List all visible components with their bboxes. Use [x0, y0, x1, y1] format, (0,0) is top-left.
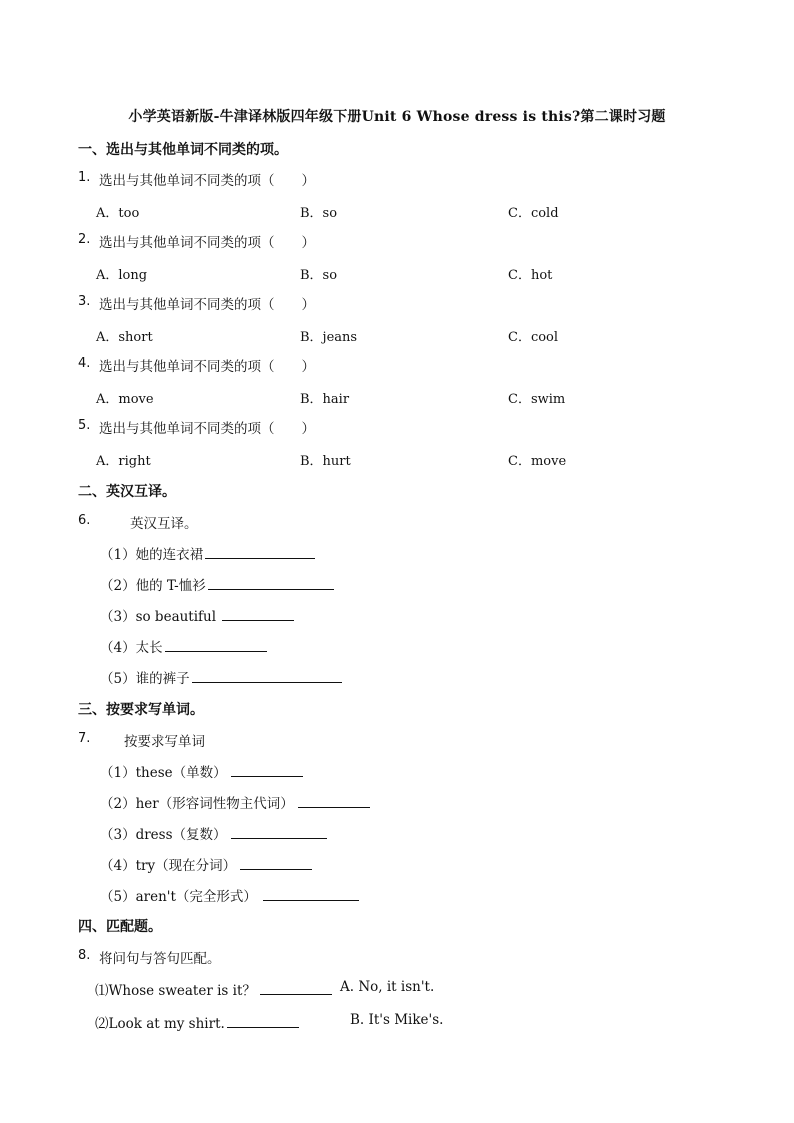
question-number: 6.: [78, 513, 91, 528]
answer-blank[interactable]: [263, 886, 359, 901]
item-text: （3）so beautiful: [100, 609, 217, 625]
match-question: [95, 979, 332, 999]
option-c: C．swim: [508, 392, 566, 407]
option-c: C．hot: [508, 268, 553, 283]
option-c: C．cold: [508, 206, 559, 221]
option-b: B．hurt: [300, 454, 351, 469]
item-text: （5）aren't（完全形式）: [100, 889, 257, 905]
translation-item: [100, 636, 267, 656]
answer-blank[interactable]: [260, 980, 332, 995]
item-text: （1）these（单数）: [100, 765, 227, 781]
question-stem: 选出与其他单词不同类的项（ ）: [99, 421, 315, 437]
question-number: 2.: [78, 232, 91, 247]
option-b: B．jeans: [300, 330, 358, 345]
word-form-item: [100, 823, 327, 843]
translation-item: [100, 543, 315, 563]
option-b: B．hair: [300, 392, 350, 407]
section-heading-2: 二、英汉互译。: [78, 484, 176, 500]
translation-item: [100, 605, 294, 625]
item-text: （4）try（现在分词）: [100, 858, 237, 874]
question-stem: 选出与其他单词不同类的项（ ）: [99, 235, 315, 251]
option-c: C．cool: [508, 330, 559, 345]
answer-blank[interactable]: [231, 824, 327, 839]
item-text: ⑴Whose sweater is it？: [95, 983, 256, 999]
item-text: （3）dress（复数）: [100, 827, 227, 843]
item-text: （4）太长: [100, 640, 163, 656]
word-form-item: [100, 885, 359, 905]
question-stem: 将问句与答句匹配。: [99, 951, 221, 967]
answer-blank[interactable]: [165, 637, 267, 652]
question-stem: 英汉互译。: [130, 516, 198, 532]
option-a: A．move: [96, 392, 154, 407]
question-number: 1.: [78, 170, 91, 185]
question-number: 3.: [78, 294, 91, 309]
answer-blank[interactable]: [208, 575, 334, 590]
word-form-item: [100, 854, 312, 874]
answer-blank[interactable]: [222, 606, 294, 621]
answer-blank[interactable]: [231, 762, 303, 777]
option-b: B．so: [300, 268, 338, 283]
answer-blank[interactable]: [192, 668, 342, 683]
word-form-item: [100, 792, 370, 812]
section-heading-1: 一、选出与其他单词不同类的项。: [78, 142, 288, 158]
section-heading-3: 三、按要求写单词。: [78, 702, 204, 718]
option-a: A．long: [96, 268, 148, 283]
question-number: 5.: [78, 418, 91, 433]
item-text: （2）他的 T-恤衫: [100, 578, 206, 594]
page-title: 小学英语新版-牛津译林版四年级下册Unit 6 Whose dress is this?第二课时习题: [128, 109, 666, 125]
match-answer: A. No, it isn't.: [340, 979, 435, 995]
option-a: A．short: [96, 330, 153, 345]
question-stem: 按要求写单词: [124, 734, 205, 750]
item-text: （5）谁的裤子: [100, 671, 190, 687]
option-b: B．so: [300, 206, 338, 221]
item-text: （1）她的连衣裙: [100, 547, 204, 563]
option-a: A．too: [96, 206, 140, 221]
answer-blank[interactable]: [227, 1013, 299, 1028]
question-stem: 选出与其他单词不同类的项（ ）: [99, 173, 315, 189]
item-text: ⑵Look at my shirt.: [95, 1016, 225, 1032]
answer-blank[interactable]: [240, 855, 312, 870]
match-answer: B. It's Mike's.: [350, 1012, 444, 1028]
option-c: C．move: [508, 454, 567, 469]
translation-item: [100, 667, 342, 687]
item-text: （2）her（形容词性物主代词）: [100, 796, 294, 812]
question-number: 8.: [78, 948, 91, 963]
answer-blank[interactable]: [205, 544, 315, 559]
question-stem: 选出与其他单词不同类的项（ ）: [99, 359, 315, 375]
word-form-item: [100, 761, 303, 781]
match-question: [95, 1012, 299, 1032]
question-number: 7.: [78, 731, 91, 746]
section-heading-4: 四、匹配题。: [78, 919, 162, 935]
question-stem: 选出与其他单词不同类的项（ ）: [99, 297, 315, 313]
translation-item: [100, 574, 334, 594]
option-a: A．right: [96, 454, 151, 469]
answer-blank[interactable]: [298, 793, 370, 808]
question-number: 4.: [78, 356, 91, 371]
